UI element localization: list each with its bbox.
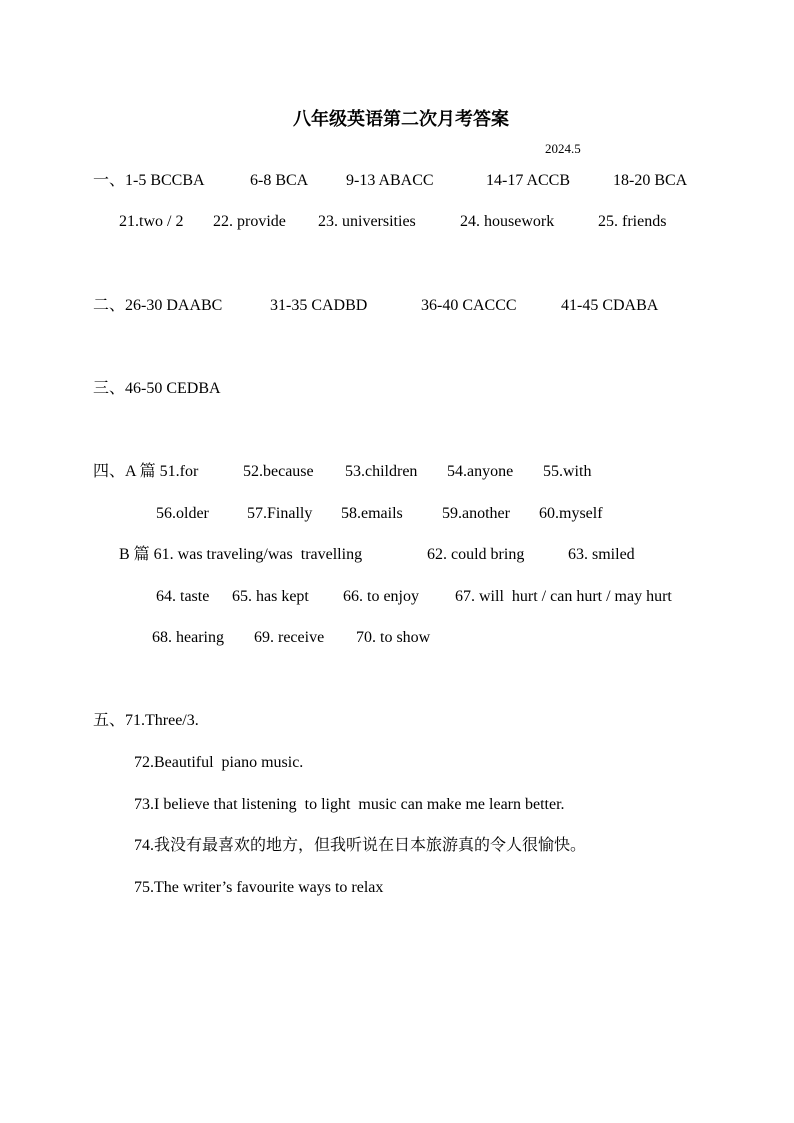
- answer-item: 53.children: [345, 463, 418, 480]
- answer-item: 62. could bring: [427, 546, 525, 563]
- answer-item: 58.emails: [341, 505, 403, 522]
- answer-group: 41-45 CDABA: [561, 297, 659, 314]
- answer-item: 64. taste: [156, 588, 210, 605]
- answer-line: 72.Beautiful piano music.: [134, 754, 304, 771]
- answer-item: 52.because: [243, 463, 314, 480]
- answer-item: 65. has kept: [232, 588, 309, 605]
- page-title: 八年级英语第二次月考答案: [293, 109, 509, 130]
- answer-line: 75.The writer’s favourite ways to relax: [134, 879, 384, 896]
- answer-item: 54.anyone: [447, 463, 514, 480]
- answer-item: 21.two / 2: [119, 213, 184, 230]
- answer-item: 23. universities: [318, 213, 416, 230]
- answer-group: 6-8 BCA: [250, 172, 309, 189]
- answer-item: 55.with: [543, 463, 592, 480]
- answer-item: 67. will hurt / can hurt / may hurt: [455, 588, 672, 605]
- answer-item: 69. receive: [254, 629, 325, 646]
- answer-item: B 篇 61. was traveling/was travelling: [119, 546, 363, 563]
- answer-group: 二、26-30 DAABC: [93, 297, 223, 314]
- answer-item: 56.older: [156, 505, 209, 522]
- answer-item: 59.another: [442, 505, 510, 522]
- answer-group: 14-17 ACCB: [486, 172, 571, 189]
- answer-group: 31-35 CADBD: [270, 297, 368, 314]
- answer-line: 五、71.Three/3.: [93, 712, 199, 729]
- answer-group: 36-40 CACCC: [421, 297, 517, 314]
- answer-item: 25. friends: [598, 213, 667, 230]
- answer-item: 63. smiled: [568, 546, 635, 563]
- answer-item: 60.myself: [539, 505, 603, 522]
- answer-group: 18-20 BCA: [613, 172, 688, 189]
- answer-item: 四、A 篇 51.for: [93, 463, 199, 480]
- answer-line: 74.我没有最喜欢的地方，但我听说在日本旅游真的令人很愉快。: [134, 837, 587, 854]
- answer-group: 三、46-50 CEDBA: [93, 380, 221, 397]
- date-label: 2024.5: [545, 141, 581, 156]
- answer-item: 70. to show: [356, 629, 431, 646]
- answer-group: 9-13 ABACC: [346, 172, 434, 189]
- answer-group: 一、1-5 BCCBA: [93, 172, 205, 189]
- answer-item: 66. to enjoy: [343, 588, 419, 605]
- answer-item: 57.Finally: [247, 505, 313, 522]
- answer-item: 68. hearing: [152, 629, 224, 646]
- answer-item: 22. provide: [213, 213, 286, 230]
- answer-item: 24. housework: [460, 213, 555, 230]
- answer-line: 73.I believe that listening to light music can make me learn better.: [134, 796, 565, 813]
